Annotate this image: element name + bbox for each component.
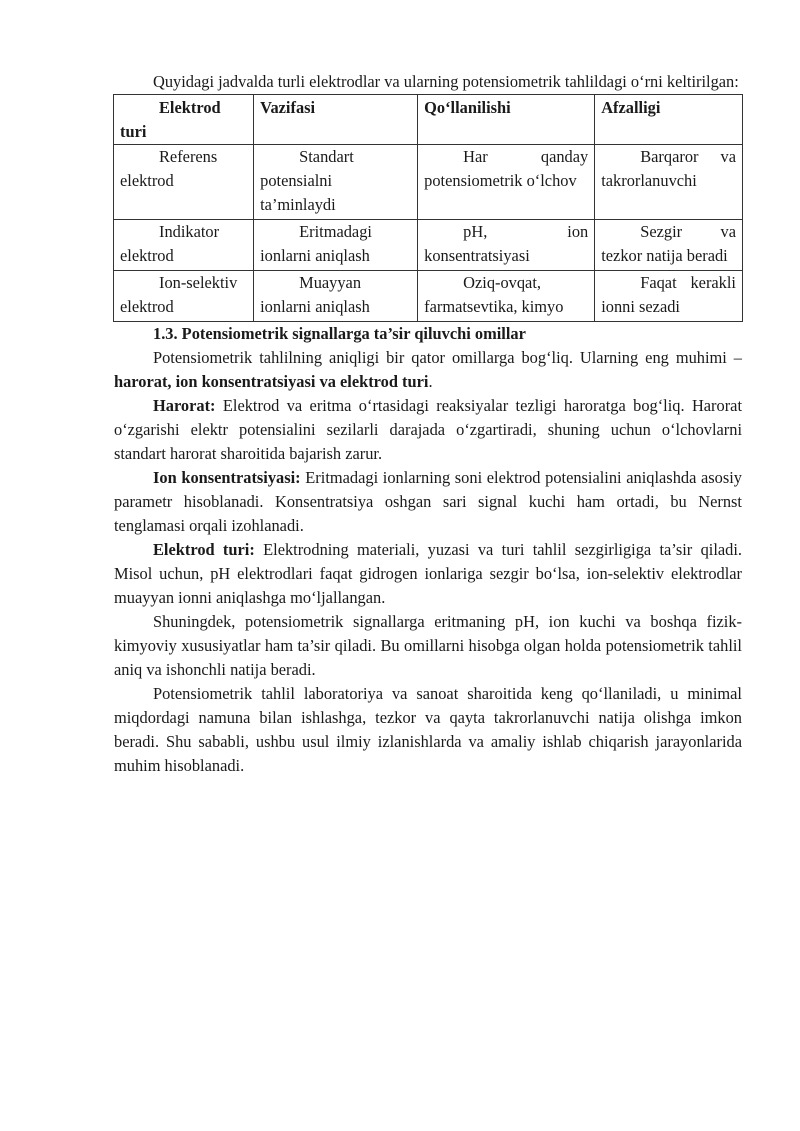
table-header-cell: Afzalligi xyxy=(595,95,743,145)
table-header-cell: Qo‘llanilishi xyxy=(418,95,595,145)
table-header-cell: Elektrod turi xyxy=(114,95,254,145)
table-cell: Sezgir va tezkor natija beradi xyxy=(595,220,743,271)
document-page xyxy=(114,70,742,778)
table-cell: Ion-selektiv elektrod xyxy=(114,271,254,322)
table-header-cell: Vazifasi xyxy=(254,95,418,145)
section-heading: 1.3. Potensiometrik signallarga ta’sir qiluvchi omillar xyxy=(153,324,526,343)
table-row xyxy=(114,271,743,322)
table-cell: Har qanday potensiometrik o‘lchov xyxy=(418,145,595,220)
table-cell: Indikator elektrod xyxy=(114,220,254,271)
body-paragraph: Potensiometrik tahlil laboratoriya va sanoat sharoitida keng qo‘llaniladi, u minimal miqdordagi namuna bilan ishlashga, tezkor va qayta takrorlanuvchi natija olishga imkon beradi. Shu sababli, ushbu usul ilmiy izlanishlarda va amaliy ishlab chiqarish jarayonlarida muhim hisoblanadi. xyxy=(114,684,742,775)
table-row xyxy=(114,220,743,271)
table-header-row xyxy=(114,95,743,145)
electrode-table xyxy=(113,94,743,322)
table-cell: Oziq-ovqat, farmatsevtika, kimyo xyxy=(418,271,595,322)
table-cell: Muayyan ionlarni aniqlash xyxy=(254,271,418,322)
body-paragraph: Shuningdek, potensiometrik signallarga eritmaning pH, ion kuchi va boshqa fizik-kimyoviy xususiyatlar ham ta’sir qiladi. Bu omillarni hisobga olgan holda potensiometrik tahlil aniq va ishonchli natija beradi. xyxy=(114,612,742,679)
table-cell: Standart potensialni ta’minlaydi xyxy=(254,145,418,220)
body-paragraph: Potensiometrik tahlilning aniqligi bir qator omillarga bog‘liq. Ularning eng muhimi – harorat, ion konsentratsiyasi va elektrod turi. xyxy=(114,348,742,391)
table-cell: Referens elektrod xyxy=(114,145,254,220)
body-paragraph: Elektrod turi: Elektrodning materiali, yuzasi va turi tahlil sezgirligiga ta’sir qiladi. Misol uchun, pH elektrodlari faqat gidrogen ionlariga sezgir bo‘lsa, ion-selektiv elektrodlar muayyan ionni aniqlashga mo‘ljallangan. xyxy=(114,540,742,607)
table-cell: Faqat kerakli ionni sezadi xyxy=(595,271,743,322)
body-paragraph: Ion konsentratsiyasi: Eritmadagi ionlarning soni elektrod potensialini aniqlashda asosiy parametr hisoblanadi. Konsentratsiya oshgan sari signal kuchi ham ortadi, bu Nernst tenglamasi orqali izohlanadi. xyxy=(114,468,742,535)
table-cell: pH, ion konsentratsiyasi xyxy=(418,220,595,271)
body-paragraph: Harorat: Elektrod va eritma o‘rtasidagi reaksiyalar tezligi haroratga bog‘liq. Harorat o‘zgarishi elektr potensialini sezilarli darajada o‘zgartiradi, shuning uchun o‘lchovlarni standart harorat sharoitida bajarish zarur. xyxy=(114,396,742,463)
intro-paragraph: Quyidagi jadvalda turli elektrodlar va ularning potensiometrik tahlildagi o‘rni keltirilgan: xyxy=(153,72,739,91)
table-cell: Barqaror va takrorlanuvchi xyxy=(595,145,743,220)
table-row xyxy=(114,145,743,220)
table-cell: Eritmadagi ionlarni aniqlash xyxy=(254,220,418,271)
